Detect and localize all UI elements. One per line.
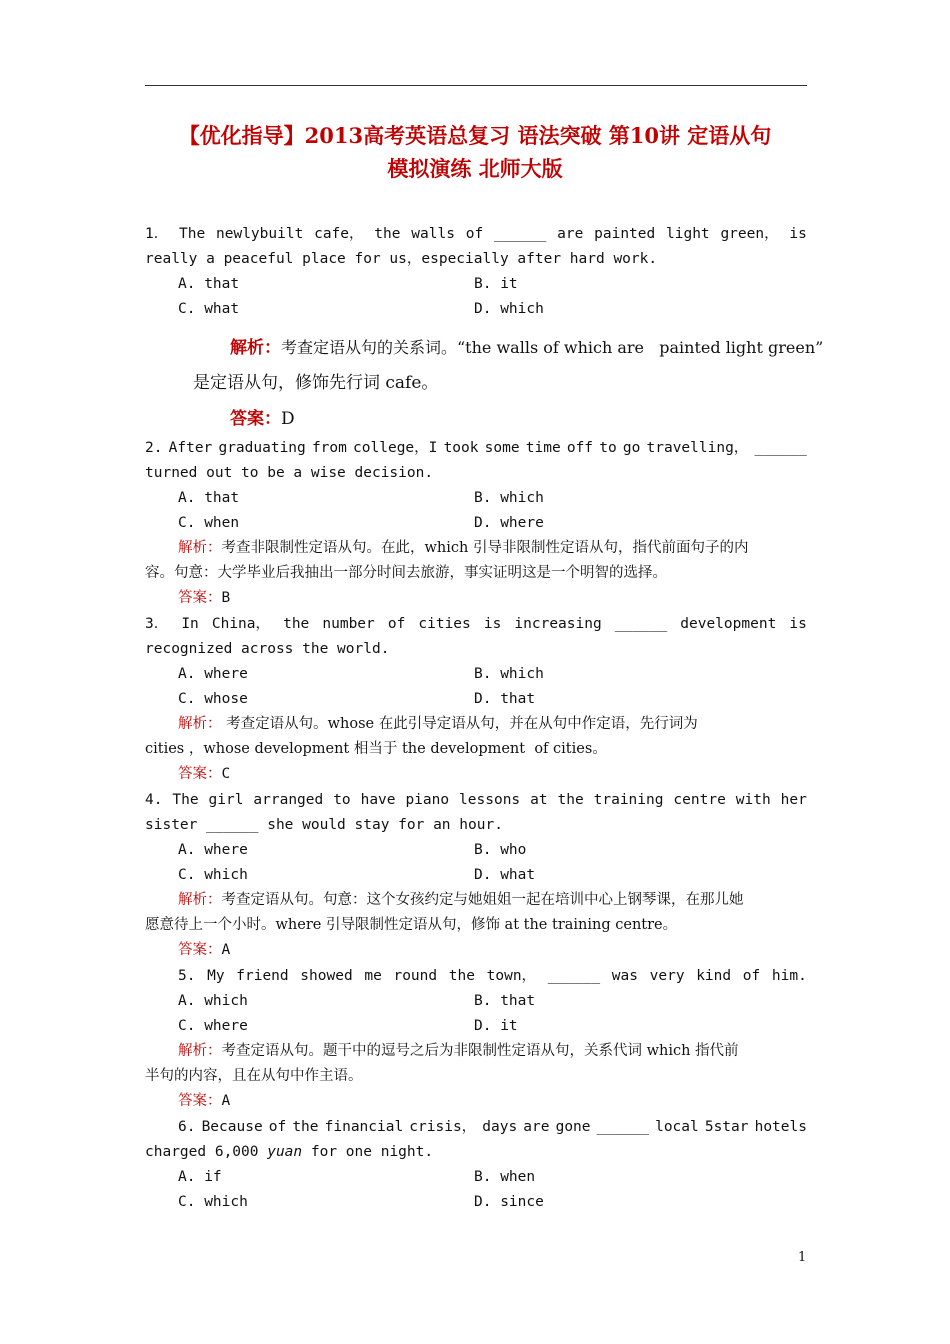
stem-word: graduating: [218, 440, 306, 456]
stem-word: of: [387, 616, 406, 632]
stem-word: kind: [696, 968, 732, 984]
q1-answer-line: [230, 407, 295, 431]
header-rule: [145, 85, 807, 86]
q5-answer: A: [221, 1093, 231, 1109]
q3-option-d: D. that: [474, 691, 536, 707]
stem-word: 5.: [178, 968, 196, 984]
q3-answer-label: 答案：: [178, 766, 222, 782]
stem-word: him.: [771, 968, 807, 984]
q1-analysis-line-2: 是定语从句，修饰先行词 cafe。: [193, 373, 439, 393]
q4-answer: A: [221, 942, 231, 958]
stem-word: ______: [614, 616, 668, 632]
stem-word: increasing: [514, 616, 602, 632]
stem-word: lessons: [459, 792, 521, 808]
stem-word: 4.: [145, 792, 163, 808]
q1-option-b: B. it: [474, 276, 518, 292]
stem-word: very: [649, 968, 685, 984]
q2-stem-line-2: turned out to be a wise decision.: [145, 465, 434, 481]
title-line-1: 【优化指导】2013高考英语总复习 语法突破 第10讲 定语从句: [178, 123, 772, 148]
q5-option-c: C. where: [178, 1018, 248, 1034]
q4-option-b: B. who: [474, 842, 527, 858]
stem-word: 3．: [145, 616, 169, 632]
stem-word: My: [207, 968, 225, 984]
q2-analysis-label: 解析：: [178, 540, 222, 556]
page-number: 1: [798, 1250, 807, 1265]
stem-word: are: [557, 226, 584, 242]
q5-option-d: D. it: [474, 1018, 518, 1034]
stem-word: the: [557, 792, 584, 808]
q1-answer: D: [281, 409, 295, 429]
stem-word: centre: [673, 792, 726, 808]
q1-option-c: C. what: [178, 301, 240, 317]
stem-word: piano: [405, 792, 450, 808]
q2-answer-label: 答案：: [178, 590, 222, 606]
stem-word: from: [311, 440, 347, 456]
q6-option-d: D. since: [474, 1194, 544, 1210]
stem-word: local: [655, 1119, 699, 1135]
q6-stem-pre: charged 6,000: [145, 1144, 268, 1160]
stem-word: training: [593, 792, 664, 808]
stem-word: 2.: [145, 440, 163, 456]
stem-word: light: [666, 226, 710, 242]
stem-word: ______: [493, 226, 547, 242]
q3-stem-line-2: recognized across the world.: [145, 641, 390, 657]
q2-analysis-text: 考查非限制性定语从句。在此，which 引导非限制性定语从句，指代前面句子的内: [221, 540, 749, 556]
stem-word: 1．: [145, 226, 169, 242]
stem-word: crisis，: [409, 1119, 477, 1135]
stem-word: with: [735, 792, 771, 808]
q2-option-c: C. when: [178, 515, 240, 531]
stem-word: to: [599, 440, 617, 456]
q4-answer-line: [178, 940, 230, 960]
stem-word: gone: [555, 1119, 591, 1135]
stem-word: girl: [208, 792, 244, 808]
stem-word: ______: [596, 1119, 649, 1135]
q3-answer-line: [178, 764, 230, 784]
q1-answer-label: 答案：: [230, 409, 281, 429]
q5-analysis-line-1: [178, 1041, 739, 1061]
q2-option-a: A. that: [178, 490, 240, 506]
q2-analysis-line-1: [178, 538, 748, 558]
stem-word: travelling，: [646, 440, 749, 456]
stem-word: round: [393, 968, 438, 984]
q4-stem-line-1: [145, 790, 807, 810]
q3-option-b: B. which: [474, 666, 544, 682]
q6-stem-line-2: [145, 1142, 433, 1162]
stem-word: development: [680, 616, 777, 632]
stem-word: walls: [411, 226, 455, 242]
stem-word: Because: [201, 1119, 263, 1135]
stem-word: the: [374, 226, 401, 242]
stem-word: the: [292, 1119, 319, 1135]
q5-analysis-text: 考查定语从句。题干中的逗号之后为非限制性定语从句，关系代词 which 指代前: [221, 1043, 739, 1059]
q4-analysis-line-2: 愿意待上一个小时。where 引导限制性定语从句，修饰 at the training centre。: [145, 917, 678, 933]
stem-word: to: [333, 792, 351, 808]
stem-word: some: [484, 440, 520, 456]
stem-word: The: [179, 226, 206, 242]
q4-option-d: D. what: [474, 867, 536, 883]
stem-word: of: [742, 968, 761, 984]
stem-word: green，: [720, 226, 779, 242]
q1-stem-line-1: [145, 224, 807, 244]
stem-word: showed: [300, 968, 353, 984]
stem-word: off: [566, 440, 594, 456]
q2-answer: B: [221, 590, 231, 606]
q1-option-a: A. that: [178, 276, 240, 292]
q2-option-d: D. where: [474, 515, 544, 531]
stem-word: China，: [211, 616, 271, 632]
stem-word: college，I: [353, 440, 438, 456]
q2-stem-line-1: [145, 438, 807, 458]
q5-stem-line-1: [178, 966, 807, 986]
q3-option-c: C. whose: [178, 691, 248, 707]
stem-word: of: [268, 1119, 287, 1135]
q4-option-c: C. which: [178, 867, 248, 883]
q2-option-b: B. which: [474, 490, 544, 506]
q5-option-b: B. that: [474, 993, 536, 1009]
q6-stem-post: for one night.: [302, 1144, 434, 1160]
q4-option-a: A. where: [178, 842, 248, 858]
q3-analysis-line-2: cities ，whose development 相当于 the development of cities。: [145, 741, 607, 757]
stem-word: newlybuilt: [216, 226, 304, 242]
q3-analysis-text: 考查定语从句。whose 在此引导定语从句，并在从句中作定语，先行词为: [221, 716, 698, 732]
stem-word: of: [465, 226, 484, 242]
q3-option-a: A. where: [178, 666, 248, 682]
stem-word: is: [789, 616, 807, 632]
title-line-2: 模拟演练 北师大版: [387, 156, 563, 181]
stem-word: cities: [418, 616, 471, 632]
stem-word: are: [523, 1119, 550, 1135]
stem-word: painted: [594, 226, 656, 242]
stem-word: at: [530, 792, 548, 808]
stem-word: me: [364, 968, 382, 984]
stem-word: hotels: [754, 1119, 807, 1135]
q3-answer: C: [221, 766, 231, 782]
stem-word: town，: [486, 968, 537, 984]
stem-word: friend: [236, 968, 289, 984]
stem-word: arranged: [253, 792, 324, 808]
q4-answer-label: 答案：: [178, 942, 222, 958]
q1-option-d: D. which: [474, 301, 544, 317]
q3-stem-line-1: [145, 614, 807, 634]
q5-analysis-label: 解析：: [178, 1043, 222, 1059]
q2-answer-line: [178, 588, 230, 608]
q5-answer-label: 答案：: [178, 1093, 222, 1109]
q1-stem-line-2: really a peaceful place for us，especially after hard work.: [145, 251, 658, 267]
stem-word: The: [172, 792, 199, 808]
stem-word: days: [482, 1119, 518, 1135]
stem-word: ______: [547, 968, 601, 984]
stem-word: number: [322, 616, 375, 632]
stem-word: have: [360, 792, 396, 808]
stem-word: was: [611, 968, 638, 984]
stem-word: the: [283, 616, 310, 632]
q4-analysis-text: 考查定语从句。句意：这个女孩约定与她姐姐一起在培训中心上钢琴课，在那儿她: [221, 892, 744, 908]
q4-analysis-line-1: [178, 890, 744, 910]
stem-word: go: [622, 440, 641, 456]
stem-word: is: [483, 616, 502, 632]
q6-option-c: C. which: [178, 1194, 248, 1210]
stem-word: After: [168, 440, 213, 456]
q6-stem-line-1: [178, 1117, 807, 1137]
stem-word: 6.: [178, 1119, 196, 1135]
stem-word: ______: [754, 440, 807, 456]
stem-word: the: [448, 968, 475, 984]
q1-analysis-label: 解析：: [230, 338, 281, 358]
q3-analysis-line-1: [178, 714, 698, 734]
q3-analysis-label: 解析：: [178, 716, 222, 732]
q5-analysis-line-2: 半句的内容，且在从句中作主语。: [145, 1068, 363, 1084]
stem-word: time: [525, 440, 561, 456]
q6-stem-em: yuan: [267, 1144, 303, 1160]
q1-analysis-text: 考查定语从句的关系词。“the walls of which are painted light green”: [281, 338, 824, 357]
stem-word: took: [443, 440, 479, 456]
q2-analysis-line-2: 容。句意：大学毕业后我抽出一部分时间去旅游，事实证明这是一个明智的选择。: [145, 565, 667, 581]
stem-word: 5star: [704, 1119, 749, 1135]
stem-word: In: [181, 616, 199, 632]
q4-analysis-label: 解析：: [178, 892, 222, 908]
q5-option-a: A. which: [178, 993, 248, 1009]
q6-option-b: B. when: [474, 1169, 536, 1185]
q1-analysis-line-1: [230, 336, 823, 360]
q5-answer-line: [178, 1091, 230, 1111]
stem-word: her: [780, 792, 807, 808]
stem-word: is: [789, 226, 807, 242]
q4-stem-line-2: sister ______ she would stay for an hour.: [145, 817, 503, 833]
stem-word: financial: [324, 1119, 404, 1135]
stem-word: cafe，: [314, 226, 364, 242]
q6-option-a: A. if: [178, 1169, 222, 1185]
